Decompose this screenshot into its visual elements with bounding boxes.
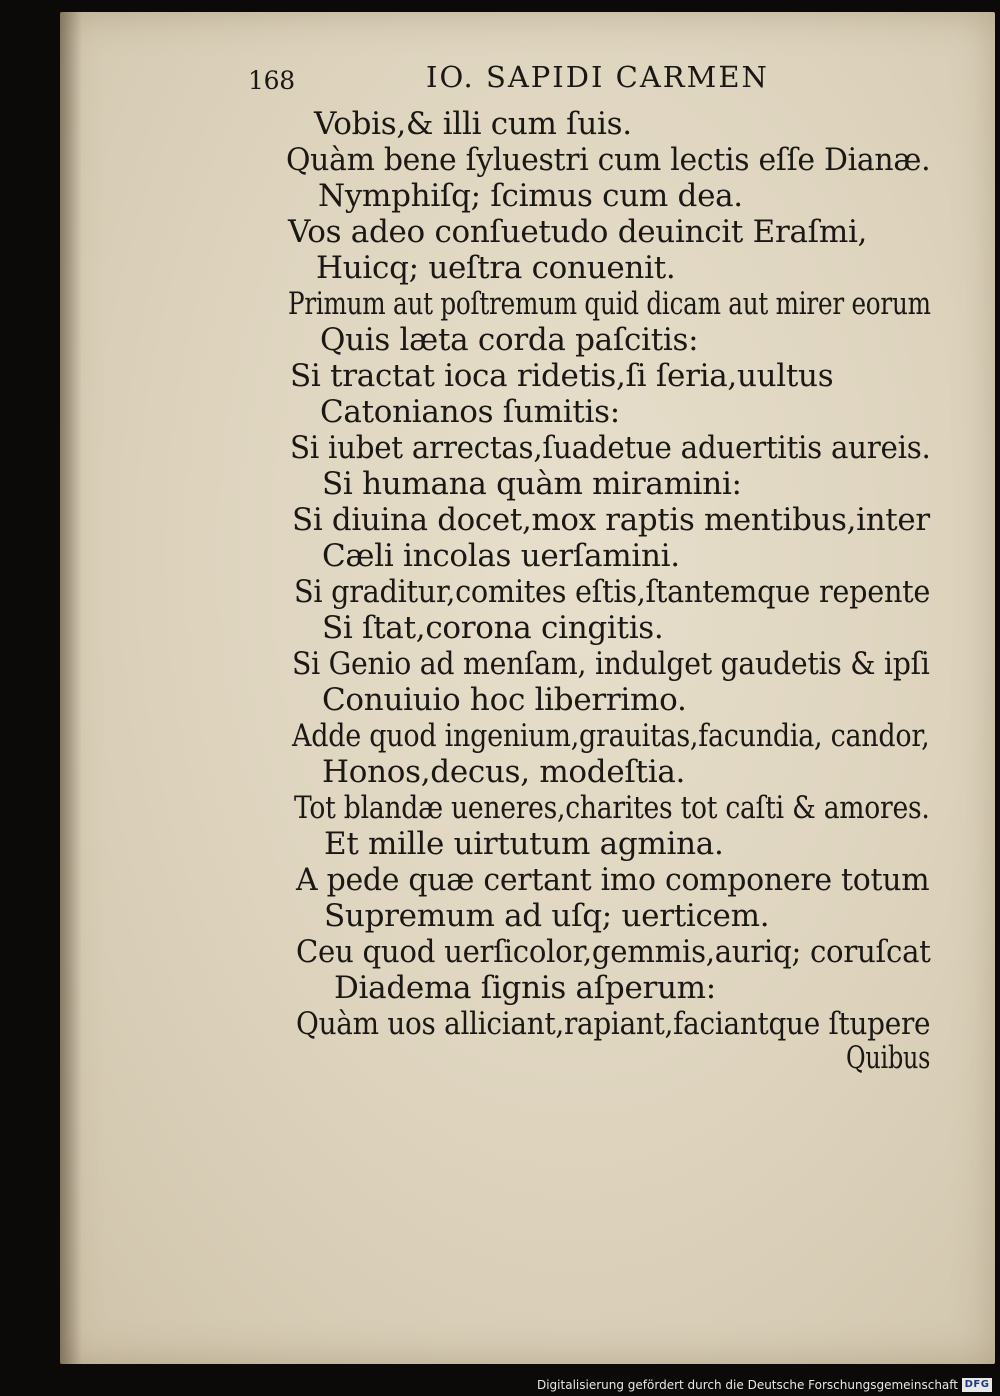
verse-line: Et mille uirtutum agmina. <box>324 826 724 862</box>
verse-line: Quàm uos alliciant,rapiant,faciantque ſtupere <box>296 1006 931 1042</box>
verse-line: Quis læta corda paſcitis: <box>320 322 699 358</box>
digitization-credit: Digitalisierung gefördert durch die Deutsche Forschungsgemeinschaft <box>536 1378 958 1392</box>
verse-line: Si graditur,comites eſtis,ſtantemque repente <box>294 574 931 610</box>
verse-line: Si tractat ioca ridetis,ſi ſeria,uultus <box>290 358 834 394</box>
verse-line: Vos adeo conſuetudo deuincit Eraſmi, <box>288 214 868 250</box>
verse-line: Si humana quàm miramini: <box>322 466 742 502</box>
dfg-logo: DFG <box>962 1378 992 1392</box>
verse-line: Ceu quod uerſicolor,gemmis,auriq; coruſcat <box>296 934 931 970</box>
verse-line: Si ſtat,corona cingitis. <box>322 610 664 646</box>
verse-line: Conuiuio hoc liberrimo. <box>322 682 687 718</box>
verse-line: Honos,decus, modeſtia. <box>322 754 686 790</box>
verse-line: Primum aut poſtremum quid dicam aut mirer eorum <box>288 286 931 322</box>
spine-shadow <box>60 12 82 1364</box>
verse-line: Quàm bene ſyluestri cum lectis eſſe Dianæ. <box>286 142 931 178</box>
verse-line: A pede quæ certant imo componere totum <box>296 862 930 898</box>
verse-line: Si diuina docet,mox raptis mentibus,inter <box>292 502 930 538</box>
verse-line: Diadema ſignis aſperum: <box>334 970 716 1006</box>
verse-line: Si Genio ad menſam, indulget gaudetis & ipſi <box>292 646 930 682</box>
verse-line: Catonianos ſumitis: <box>320 394 620 430</box>
running-title: IO. SAPIDI CARMEN <box>426 60 769 94</box>
verse-line: Tot blandæ ueneres,charites tot caſti & amores. <box>294 790 930 826</box>
page-number: 168 <box>248 66 295 95</box>
verse-line: Supremum ad uſq; uerticem. <box>324 898 770 934</box>
verse-line: Si iubet arrectas,ſuadetue aduertitis aureis. <box>290 430 931 466</box>
catchword: Quibus <box>846 1040 931 1076</box>
verse-line: Adde quod ingenium,grauitas,facundia, candor, <box>292 718 930 754</box>
verse-line: Huicq; ueſtra conuenit. <box>316 250 676 286</box>
verse-line: Vobis,& illi cum ſuis. <box>314 106 632 142</box>
verse-line: Nymphiſq; ſcimus cum dea. <box>318 178 743 214</box>
verse-line: Cæli incolas uerſamini. <box>322 538 680 574</box>
